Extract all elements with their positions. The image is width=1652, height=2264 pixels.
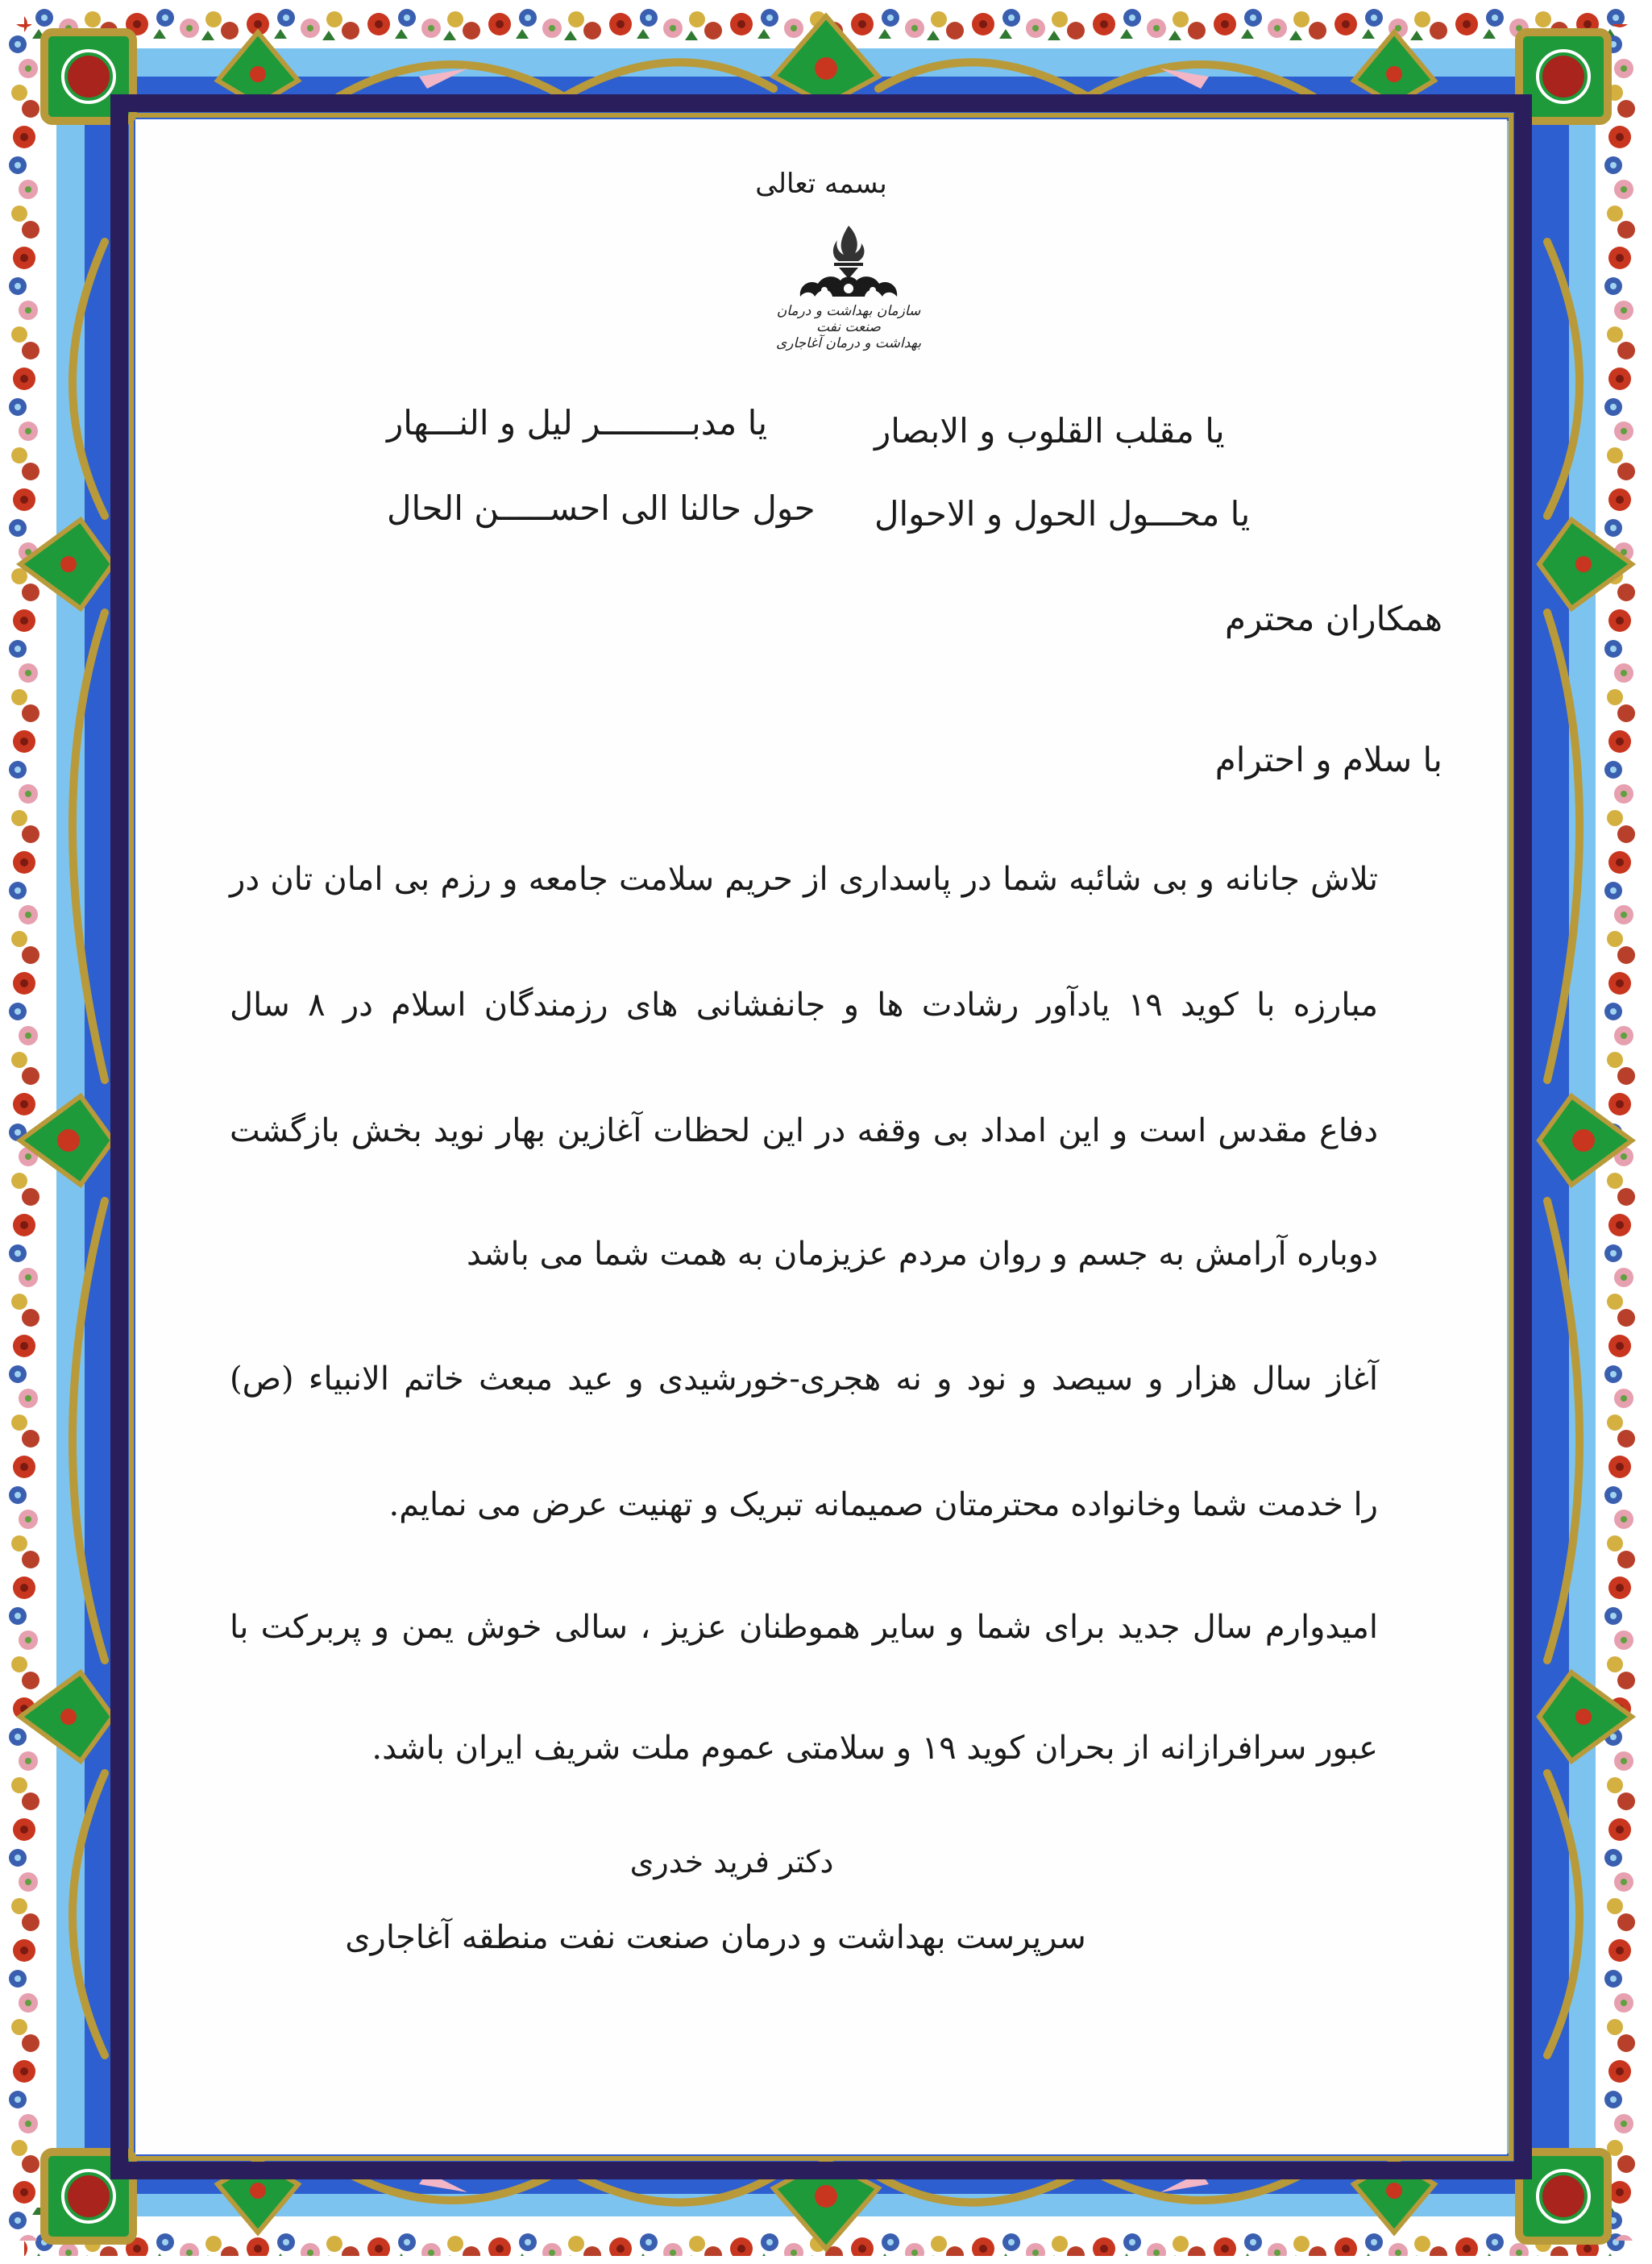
body-line-8: عبور سرافرازانه از بحران کوید ۱۹ و سلامتی عموم ملت شریف ایران باشد.: [371, 1730, 1378, 1767]
logo-caption-line-1: سازمان بهداشت و درمان صنعت نفت: [776, 303, 921, 335]
verse-2-left: حول حالنا الی احســـــن الحال: [387, 488, 816, 528]
salutation: همکاران محترم: [1224, 599, 1442, 638]
signatory-name: دکتر فرید خدری: [629, 1844, 834, 1880]
invocation-heading: بسمه تعالی: [755, 168, 887, 200]
oil-industry-flame-logo-icon: [792, 222, 905, 303]
body-line-1: تلاش جانانه و بی شائبه شما در پاسداری از حریم سلامت جامعه و رزم بی امان تان در: [230, 861, 1378, 898]
body-line-3: دفاع مقدس است و این امداد بی وقفه در این لحظات آغازین بهار نوید بخش بازگشت: [230, 1112, 1378, 1149]
letter-panel: [135, 119, 1507, 2154]
verse-1-left: یا مدبـــــــــر لیل و النـــهار: [387, 403, 768, 442]
verse-1-right: یا مقلب القلوب و الابصار: [874, 411, 1225, 451]
body-line-2: مبارزه با کوید ۱۹ یادآور رشادت ها و جانفشانی های رزمندگان اسلام در ۸ سال: [230, 987, 1378, 1024]
verse-2-right: یا محـــول الحول و الاحوال: [874, 494, 1251, 534]
body-line-6: را خدمت شما وخانواده محترمتان صمیمانه تبریک و تهنیت عرض می نمایم.: [388, 1486, 1378, 1523]
body-line-7: امیدوارم سال جدید برای شما و سایر هموطنان عزیز ، سالی خوش یمن و پربرکت با: [230, 1609, 1378, 1646]
logo-caption: [772, 303, 925, 351]
signatory-title: سرپرست بهداشت و درمان صنعت نفت منطقه آغاجاری: [345, 1919, 1086, 1956]
logo-caption-line-2: بهداشت و درمان آغاجاری: [775, 335, 922, 351]
body-line-5: آغاز سال هزار و سیصد و نود و نه هجری-خورشیدی و عید مبعث خاتم الانبیاء (ص): [230, 1360, 1378, 1398]
body-line-4: دوباره آرامش به جسم و روان مردم عزیزمان به همت شما می باشد: [466, 1236, 1378, 1273]
greeting: با سلام و احترام: [1214, 740, 1442, 779]
